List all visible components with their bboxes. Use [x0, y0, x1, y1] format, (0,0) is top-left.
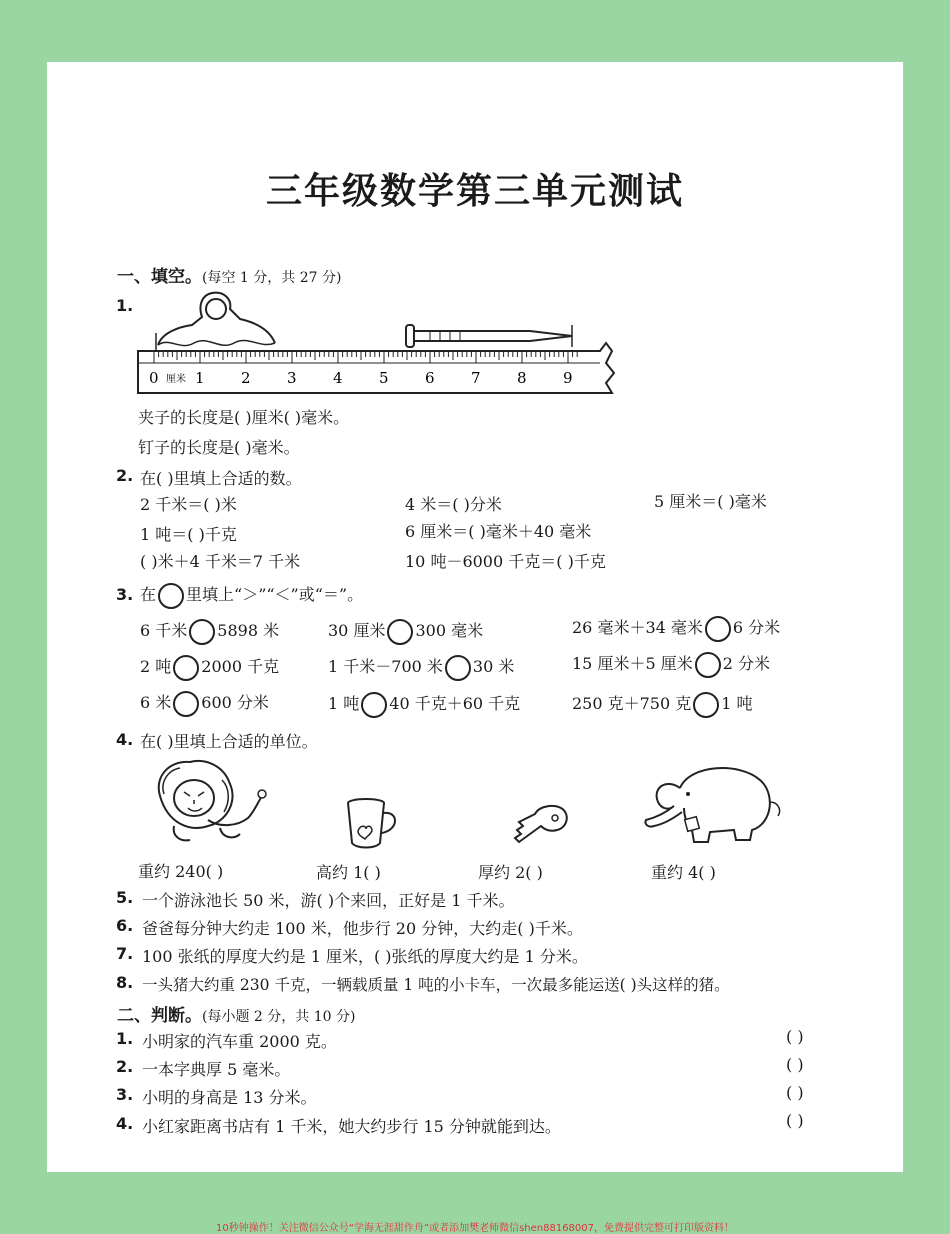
- ruler-label: 8: [517, 369, 527, 387]
- q5-number: 5.: [116, 888, 134, 907]
- ruler-label: 0: [149, 369, 159, 387]
- clip-icon: [156, 293, 275, 351]
- judge1-bracket[interactable]: ( ): [786, 1027, 804, 1046]
- q4-label-cup: 高约 1( ): [316, 863, 381, 882]
- judge3-number: 3.: [116, 1085, 134, 1104]
- compare-circle[interactable]: [158, 583, 184, 609]
- section1-title: 一、填空。: [117, 267, 202, 287]
- q2-r2c1: 1 吨＝( )千克: [140, 525, 237, 544]
- q7-text: 100 张纸的厚度大约是 1 厘米，( )张纸的厚度大约是 1 分米。: [142, 947, 588, 966]
- judge3-text: 小明的身高是 13 分米。: [142, 1088, 317, 1107]
- q6-text: 爸爸每分钟大约走 100 米，他步行 20 分钟，大约走( )千米。: [142, 919, 583, 938]
- ruler-label: 1: [195, 369, 205, 387]
- q3-item-7: 6 米 600 分米: [140, 690, 269, 717]
- q2-r1c1: 2 千米＝( )米: [140, 495, 237, 514]
- compare-circle[interactable]: [173, 691, 199, 717]
- section2-note: (每小题 2 分，共 10 分): [202, 1009, 356, 1025]
- q8-number: 8.: [116, 973, 134, 992]
- q2-r1c2: 4 米＝( )分米: [405, 495, 502, 514]
- ruler: [138, 343, 614, 393]
- q2-number: 2.: [116, 466, 134, 485]
- compare-circle[interactable]: [693, 692, 719, 718]
- q4-label-elephant: 重约 4( ): [651, 863, 716, 882]
- q2-r1c3: 5 厘米＝( )毫米: [654, 492, 767, 511]
- q3-item-6: 15 厘米＋5 厘米 2 分米: [572, 651, 770, 678]
- compare-circle[interactable]: [387, 619, 413, 645]
- judge3-bracket[interactable]: ( ): [786, 1083, 804, 1102]
- q7-number: 7.: [116, 944, 134, 963]
- compare-circle[interactable]: [445, 655, 471, 681]
- judge2-number: 2.: [116, 1057, 134, 1076]
- judge4-number: 4.: [116, 1114, 134, 1133]
- compare-circle[interactable]: [173, 655, 199, 681]
- ruler-label: 4: [333, 369, 343, 387]
- q4-text: 在( )里填上合适的单位。: [140, 732, 318, 751]
- ruler-unit: 厘米: [166, 374, 186, 385]
- q2-r2c2: 6 厘米＝( )毫米＋40 毫米: [405, 522, 592, 541]
- q3-text: [140, 582, 363, 609]
- q6-number: 6.: [116, 916, 134, 935]
- q3-item-4: 2 吨 2000 千克: [140, 654, 279, 681]
- compare-circle[interactable]: [705, 616, 731, 642]
- q2-text: 在( )里填上合适的数。: [140, 469, 302, 488]
- q1-line2: 钉子的长度是( )毫米。: [138, 438, 300, 457]
- ruler-label: 9: [563, 369, 573, 387]
- q4-number: 4.: [116, 730, 134, 749]
- q3-pre: 在: [140, 585, 157, 604]
- nail-icon: [406, 325, 572, 347]
- compare-circle[interactable]: [361, 692, 387, 718]
- q3-item-8: 1 吨 40 千克＋60 千克: [328, 691, 520, 718]
- ruler-figure: [130, 285, 630, 405]
- q4-label-lion: 重约 240( ): [138, 862, 224, 881]
- judge1-text: 小明家的汽车重 2000 克。: [142, 1032, 337, 1051]
- judge2-text: 一本字典厚 5 毫米。: [142, 1060, 291, 1079]
- q3-item-5: 1 千米－700 米 30 米: [328, 654, 514, 681]
- key-icon: [505, 802, 575, 852]
- q3-item-1: 6 千米 5898 米: [140, 618, 279, 645]
- q4-label-key: 厚约 2( ): [478, 863, 543, 882]
- q3-post: 里填上“＞”“＜”或“＝”。: [186, 585, 364, 604]
- q2-r3c2: 10 吨－6000 千克＝( )千克: [405, 552, 606, 571]
- page-title: 三年级数学第三单元测试: [265, 171, 684, 212]
- q3-number: 3.: [116, 585, 134, 604]
- q1-number: 1.: [116, 296, 134, 315]
- lion-icon: [150, 756, 270, 846]
- judge4-bracket[interactable]: ( ): [786, 1111, 804, 1130]
- ruler-label: 3: [287, 369, 297, 387]
- q3-item-3: 26 毫米＋34 毫米 6 分米: [572, 615, 780, 642]
- judge2-bracket[interactable]: ( ): [786, 1055, 804, 1074]
- section2-title: 二、判断。: [117, 1006, 202, 1026]
- section2-heading: [117, 1001, 355, 1026]
- q5-text: 一个游泳池长 50 米，游( )个来回，正好是 1 千米。: [142, 891, 515, 910]
- q2-r3c1: ( )米＋4 千米＝7 千米: [140, 552, 301, 571]
- cup-icon: [340, 795, 404, 851]
- ruler-label: 5: [379, 369, 389, 387]
- judge4-text: 小红家距离书店有 1 千米，她大约步行 15 分钟就能到达。: [142, 1117, 561, 1136]
- q3-item-2: 30 厘米 300 毫米: [328, 618, 483, 645]
- judge1-number: 1.: [116, 1029, 134, 1048]
- footer-notice: 10秒钟操作！关注微信公众号“学海无涯甜作舟”或者添加樊老师微信shen88168007，免费提供完整可打印版资料！: [215, 1223, 735, 1234]
- elephant-icon: [640, 758, 790, 848]
- q8-text: 一头猪大约重 230 千克，一辆载质量 1 吨的小卡车，一次最多能运送( )头这样的猪。: [142, 976, 730, 994]
- ruler-label: 2: [241, 369, 251, 387]
- ruler-label: 6: [425, 369, 435, 387]
- q1-line1: 夹子的长度是( )厘米( )毫米。: [138, 408, 350, 427]
- ruler-label: 7: [471, 369, 481, 387]
- section1-heading: [117, 262, 341, 287]
- q3-item-9: 250 克＋750 克 1 吨: [572, 691, 753, 718]
- compare-circle[interactable]: [695, 652, 721, 678]
- section1-note: (每空 1 分，共 27 分): [202, 270, 342, 286]
- compare-circle[interactable]: [189, 619, 215, 645]
